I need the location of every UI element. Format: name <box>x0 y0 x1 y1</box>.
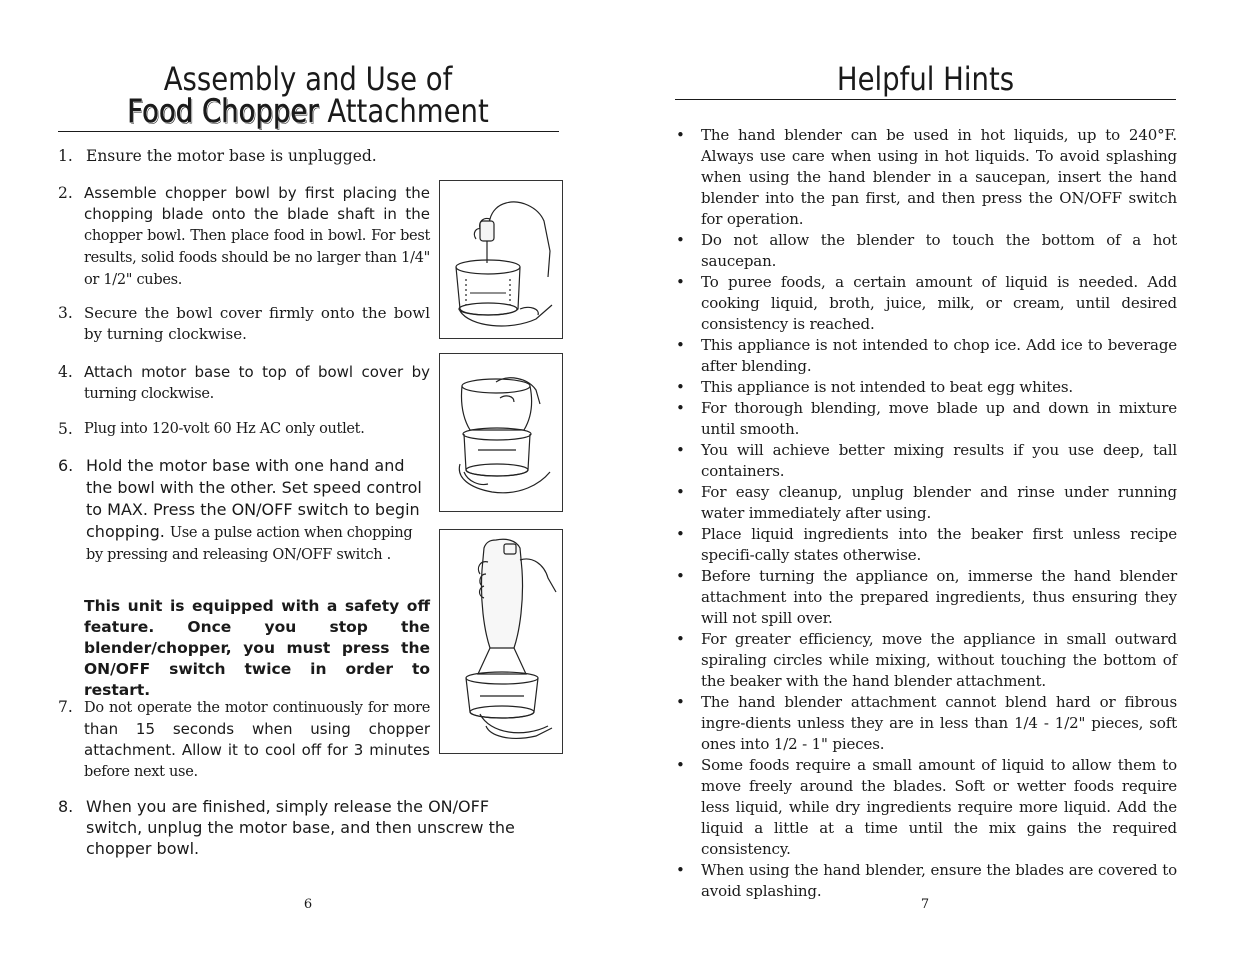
step-text <box>84 362 430 405</box>
step-text-small-2: before next use. <box>84 764 198 780</box>
page-number: 6 <box>303 897 313 912</box>
title-attachment: Attachment <box>327 92 489 130</box>
bullet: • <box>676 336 685 354</box>
step-text: Ensure the motor base is unplugged. <box>86 147 377 165</box>
bullet: • <box>676 231 685 249</box>
hint-item <box>675 377 1177 398</box>
bullet: • <box>676 861 685 879</box>
hint-text: For thorough blending, move blade up and down in mixture until smooth. <box>701 399 1177 438</box>
right-title-rule <box>675 99 1176 100</box>
figure-blade-assembly <box>439 180 563 339</box>
step-text-main: Assemble chopper bowl by first placing the chopping blade onto the blade shaft in the <box>84 184 430 223</box>
hand-placing-blade-icon <box>440 181 562 338</box>
left-title-line1: Assembly and Use of <box>163 60 453 98</box>
step-number: 2. <box>58 184 73 202</box>
figure-hold-and-chop <box>439 529 563 754</box>
hint-text: The hand blender attachment cannot blend hard or fibrous ingre-dients unless they are in less than 1/4 - 1/2" pieces, soft ones into 1/2 - 1" pieces. <box>701 693 1177 753</box>
step-number: 5. <box>58 420 73 438</box>
bullet: • <box>676 399 685 417</box>
hands-holding-blender-on-chopper-icon <box>440 530 562 753</box>
step-text <box>84 183 430 291</box>
step-text <box>86 455 424 566</box>
bullet: • <box>676 693 685 711</box>
step-number: 4. <box>58 363 73 381</box>
hint-item <box>675 125 1177 230</box>
bullet: • <box>676 525 685 543</box>
hint-item <box>675 629 1177 692</box>
step-text-small: chopper bowl. Then place food in bowl. For best results, solid foods should be no larger than 1/4" or 1/2" cubes. <box>84 228 430 288</box>
hint-item <box>675 566 1177 629</box>
bullet: • <box>676 273 685 291</box>
step-text-main: Attach motor base to top of bowl cover by <box>84 363 430 381</box>
hint-text: Do not allow the blender to touch the bottom of a hot saucepan. <box>701 231 1177 270</box>
step-text-small: turning clockwise. <box>84 386 214 402</box>
step-number: 8. <box>58 797 74 816</box>
left-page <box>0 0 617 954</box>
step-text: Secure the bowl cover firmly onto the bowl by turning clockwise. <box>84 304 430 343</box>
hint-item <box>675 755 1177 860</box>
hint-text: To puree foods, a certain amount of liquid is needed. Add cooking liquid, broth, juice, milk, or cream, until desired consistency is reached. <box>701 273 1177 333</box>
step-text: Plug into 120-volt 60 Hz AC only outlet. <box>84 421 365 437</box>
title-food-chopper: Food Chopper <box>127 92 319 130</box>
hint-text: You will achieve better mixing results if you use deep, tall containers. <box>701 441 1177 480</box>
hint-text: The hand blender can be used in hot liquids, up to 240°F. Always use care when using in hot liquids. To avoid splashing when using the hand blender in a saucepan, insert the hand blender into the pan first, and then press the ON/OFF switch for operation. <box>701 126 1177 228</box>
bullet: • <box>676 630 685 648</box>
hands-holding-chopper-icon <box>440 354 562 511</box>
hint-item <box>675 335 1177 377</box>
hint-text: For greater efficiency, move the appliance in small outward spiraling circles while mixing, without touching the bottom of the beaker with the hand blender attachment. <box>701 630 1177 690</box>
step-number: 6. <box>58 456 74 475</box>
hint-text: Place liquid ingredients into the beaker first unless recipe specifi-cally states otherwise. <box>701 525 1177 564</box>
hint-text: Before turning the appliance on, immerse the hand blender attachment into the prepared ingredients, thus ensuring they will not spill over. <box>701 567 1177 627</box>
bullet: • <box>676 378 685 396</box>
hint-text: When using the hand blender, ensure the blades are covered to avoid splashing. <box>701 861 1177 900</box>
hint-text: For easy cleanup, unplug blender and rinse under running water immediately after using. <box>701 483 1177 522</box>
bullet: • <box>676 126 685 144</box>
left-title-rule <box>58 131 559 132</box>
figure-motor-attach <box>439 353 563 512</box>
page-number: 7 <box>920 897 930 912</box>
step-number: 7. <box>58 698 73 716</box>
step-text-small: Do not operate the motor continuously for more <box>84 700 430 716</box>
hint-text: This appliance is not intended to beat egg whites. <box>701 378 1074 396</box>
hint-item <box>675 524 1177 566</box>
bullet: • <box>676 756 685 774</box>
right-page <box>617 0 1235 954</box>
step-text-main: Hold the motor base with one hand and the bowl with the other. Set speed control to MAX. Press the ON/OFF switch to begin chopping. <box>86 456 422 541</box>
safety-warning: This unit is equipped with a safety off feature. Once you stop the blender/chopper, you must press the ON/OFF switch twice in order to restart. <box>84 597 430 699</box>
hint-item <box>675 482 1177 524</box>
right-title: Helpful Hints <box>836 60 1015 98</box>
step-text <box>84 697 430 783</box>
hint-item <box>675 272 1177 335</box>
left-title-line2 <box>93 92 523 130</box>
hint-item <box>675 230 1177 272</box>
bullet: • <box>676 483 685 501</box>
step-text-main: than 15 seconds when using chopper attachment. Allow it to cool off for 3 minutes <box>84 720 430 759</box>
hint-text: This appliance is not intended to chop ice. Add ice to beverage after blending. <box>701 336 1177 375</box>
bullet: • <box>676 441 685 459</box>
step-text: When you are finished, simply release the ON/OFF switch, unplug the motor base, and then unscrew the chopper bowl. <box>86 797 515 858</box>
hint-text: Some foods require a small amount of liquid to allow them to move freely around the blades. Soft or wetter foods require less liquid, while dry ingredients require more liquid. Add the liquid a little at a time until the mix gains the required consistency. <box>701 756 1177 858</box>
step-number: 1. <box>58 147 73 165</box>
hint-item <box>675 860 1177 902</box>
hint-item <box>675 398 1177 440</box>
hint-item <box>675 692 1177 755</box>
bullet: • <box>676 567 685 585</box>
step-2 <box>58 183 430 293</box>
step-number: 3. <box>58 304 73 322</box>
hints-list <box>675 125 1177 902</box>
hint-item <box>675 440 1177 482</box>
step-text-small: Use a pulse action when chopping by pressing and releasing ON/OFF switch . <box>86 525 413 563</box>
